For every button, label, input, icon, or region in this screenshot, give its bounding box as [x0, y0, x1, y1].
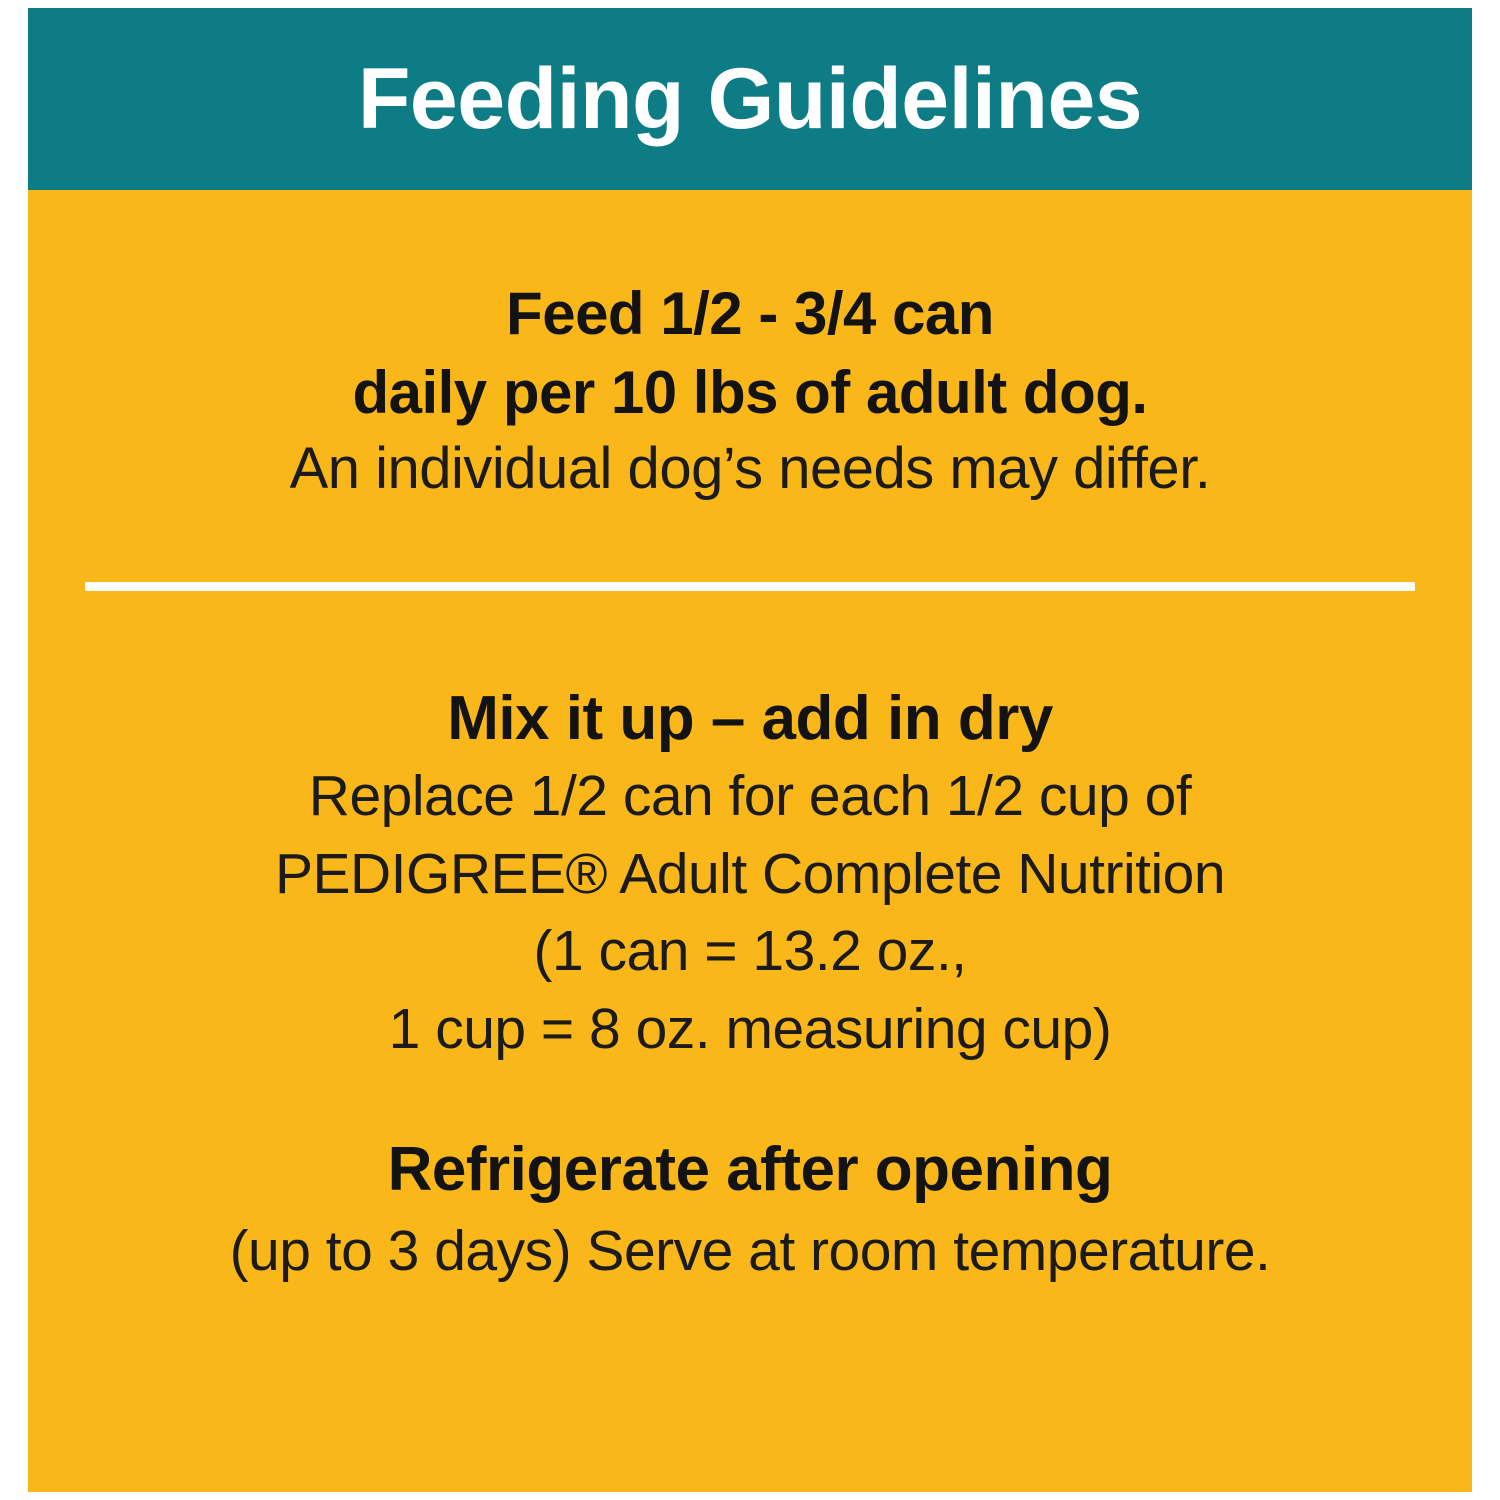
- guidelines-panel: [28, 8, 1472, 1492]
- feeding-amount-section: [83, 276, 1417, 506]
- feeding-amount-line2: daily per 10 lbs of adult dog.: [352, 358, 1148, 426]
- feeding-amount-note: An individual dog’s needs may differ.: [289, 435, 1211, 501]
- mix-it-up-line3: (1 can = 13.2 oz.,: [533, 919, 967, 984]
- section-divider: [85, 582, 1415, 591]
- storage-line1: (up to 3 days) Serve at room temperature.: [229, 1218, 1271, 1283]
- page-title: Feeding Guidelines: [357, 51, 1143, 147]
- mix-it-up-line2: PEDIGREE® Adult Complete Nutrition: [274, 841, 1226, 906]
- mix-it-up-line4: 1 cup = 8 oz. measuring cup): [388, 996, 1112, 1061]
- guidelines-content: [28, 276, 1472, 1288]
- mix-it-up-heading: Mix it up – add in dry: [447, 683, 1053, 753]
- header-bar: [28, 8, 1472, 190]
- feeding-amount-line1: Feed 1/2 - 3/4 can: [506, 280, 994, 347]
- storage-section: [83, 1130, 1417, 1287]
- mix-it-up-section: [83, 679, 1417, 1068]
- mix-it-up-line1: Replace 1/2 can for each 1/2 cup of: [308, 764, 1192, 829]
- storage-heading: Refrigerate after opening: [387, 1135, 1113, 1205]
